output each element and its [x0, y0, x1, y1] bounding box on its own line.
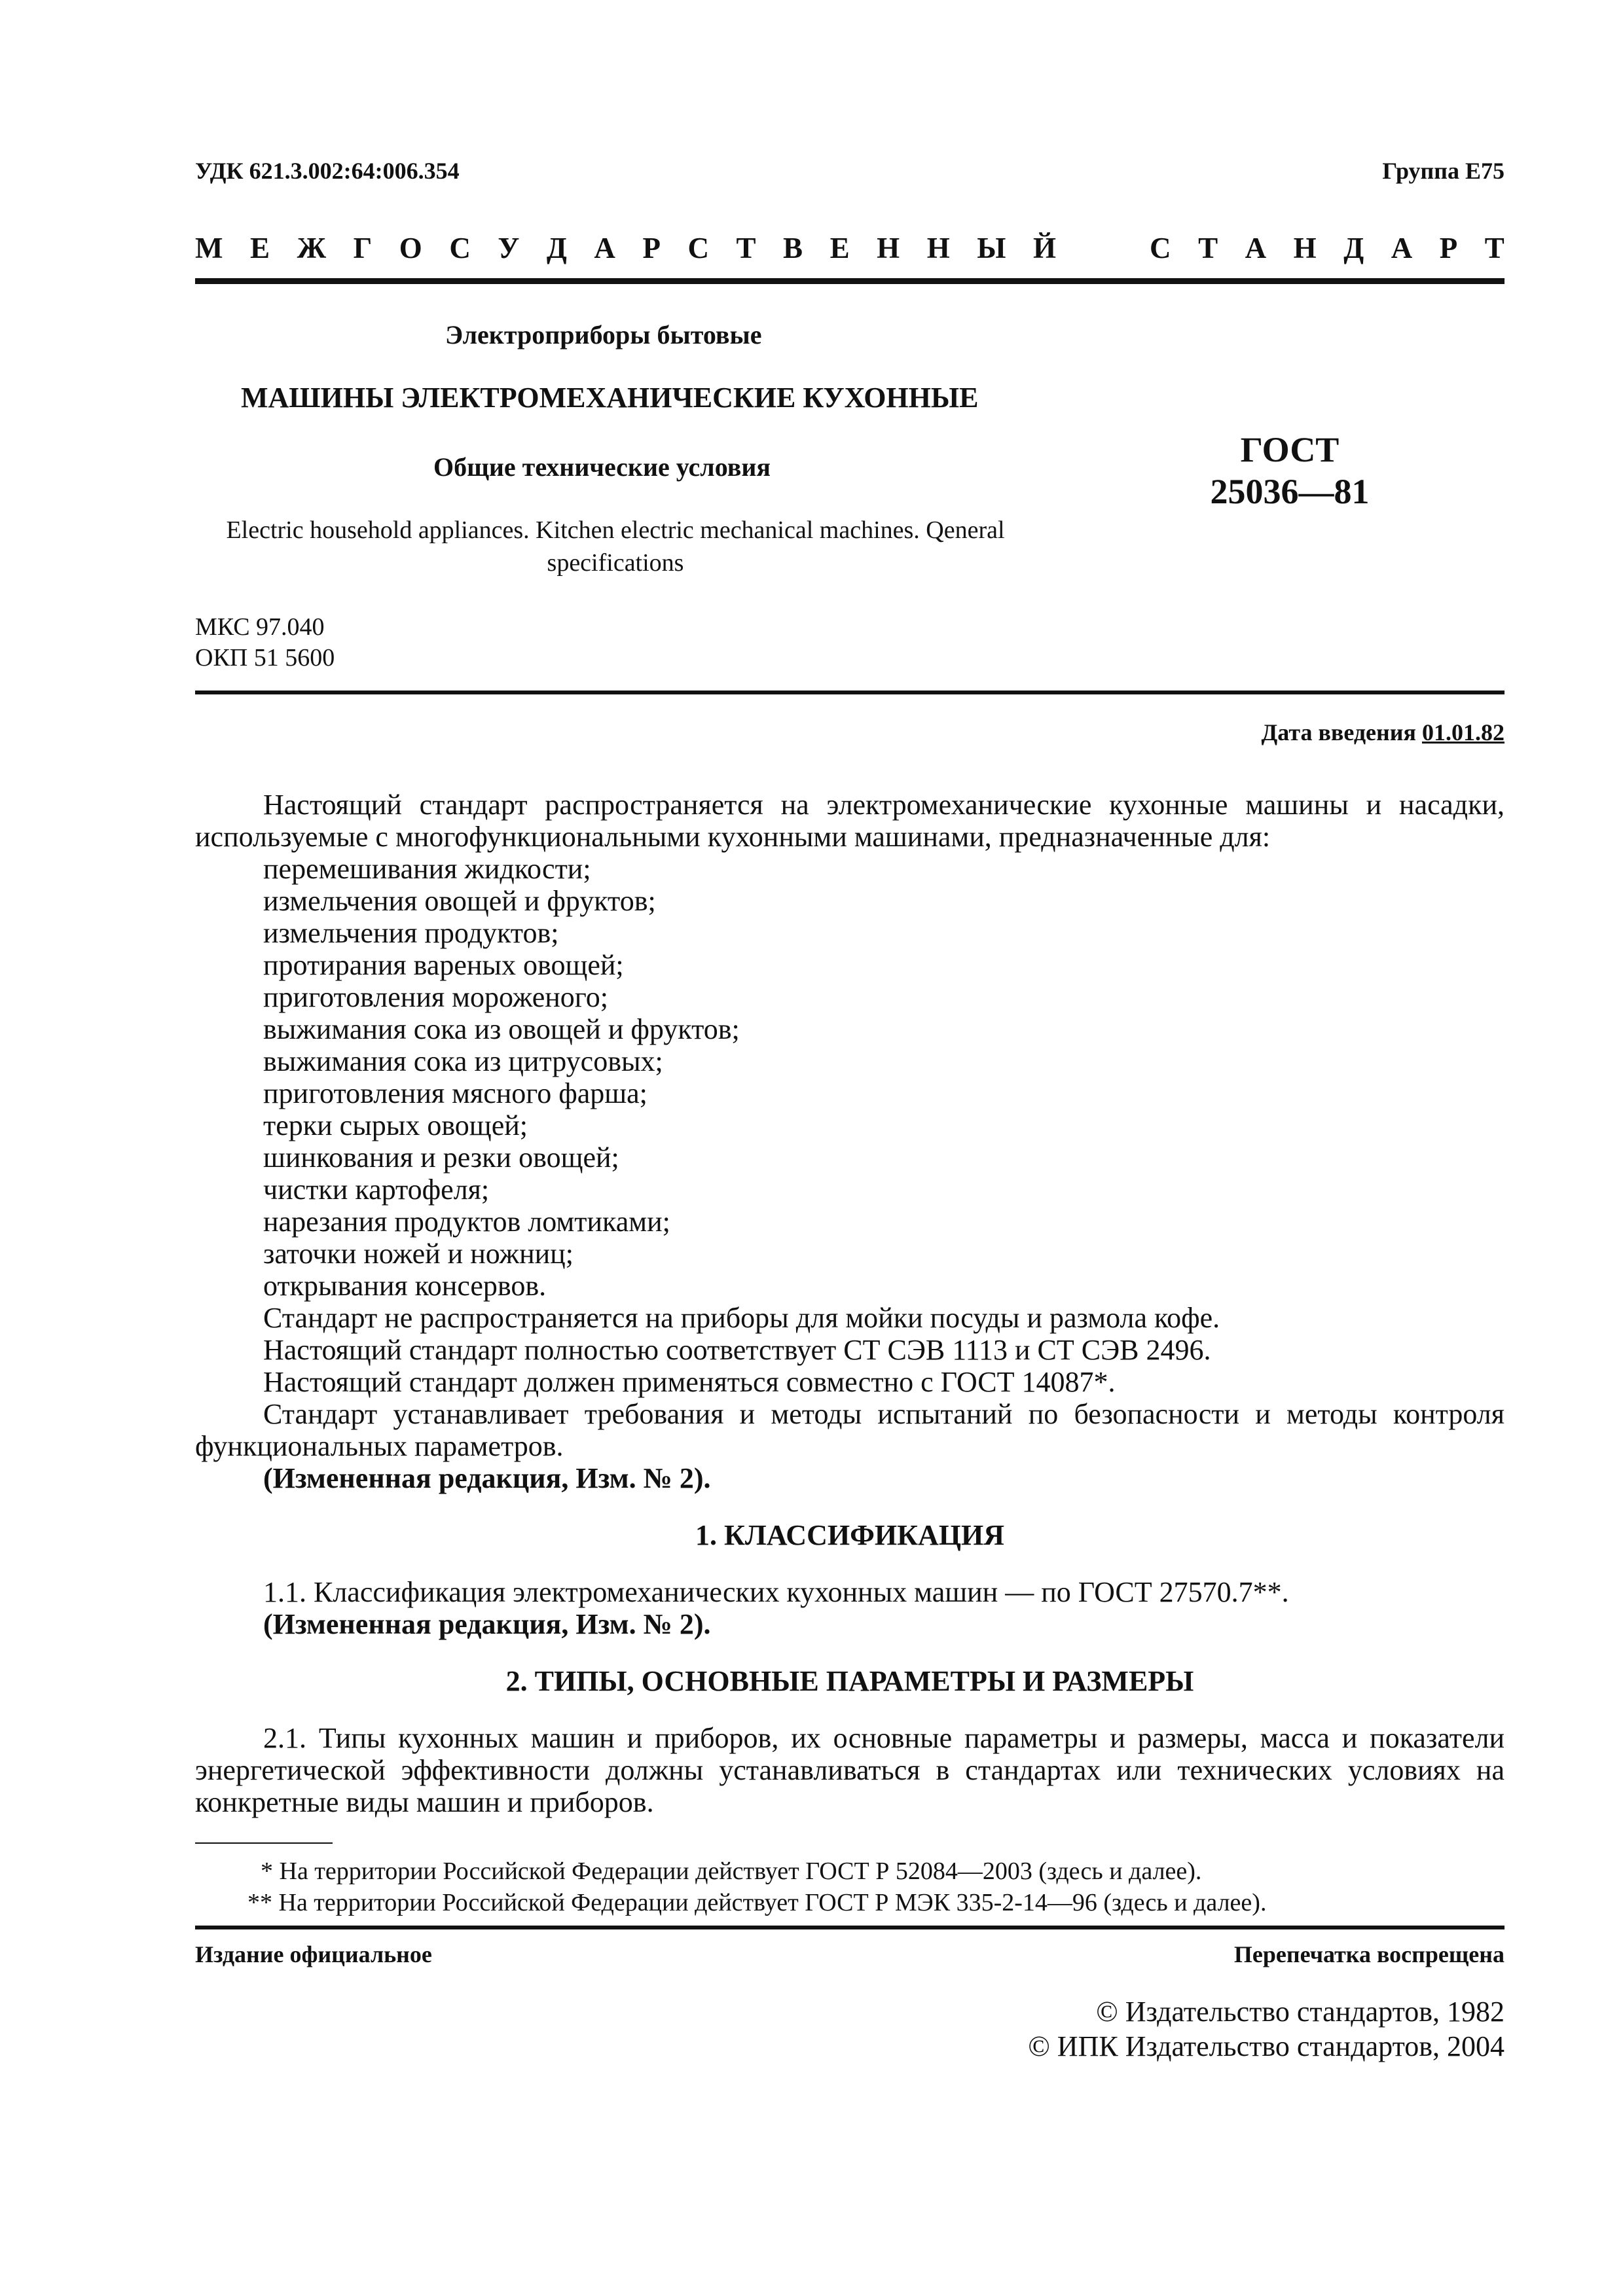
document-body: [195, 789, 1504, 1818]
page-title: МАШИНЫ ЭЛЕКТРОМЕХАНИЧЕСКИЕ КУХОННЫЕ: [241, 382, 979, 414]
purpose-item: приготовления мясного фарша;: [263, 1077, 647, 1109]
reprint-prohibited-label: Перепечатка воспрещена: [1233, 1941, 1504, 1967]
group-code: Группа Е75: [1382, 158, 1504, 184]
banner-letter: С: [687, 232, 709, 264]
intro-date-label: Дата введения: [1261, 719, 1416, 745]
purpose-item: нарезания продуктов ломтиками;: [263, 1206, 670, 1238]
purpose-item: чистки картофеля;: [263, 1174, 490, 1206]
banner-letter: Г: [353, 232, 373, 264]
gost-designation: [1172, 429, 1408, 512]
banner-word-gap: [1084, 231, 1123, 265]
banner-letter: А: [594, 232, 615, 264]
copyright-1982: © Издательство стандартов, 1982: [1096, 1996, 1504, 2028]
official-edition-label: Издание официальное: [195, 1941, 432, 1967]
section-2-heading: 2. ТИПЫ, ОСНОВНЫЕ ПАРАМЕТРЫ И РАЗМЕРЫ: [505, 1665, 1194, 1697]
banner-letter: Д: [546, 232, 567, 264]
banner-letter: Р: [642, 232, 661, 264]
purpose-item: протирания вареных овощей;: [263, 949, 624, 981]
title-subtitle: Общие технические условия: [433, 452, 771, 482]
banner-letter: Н: [877, 232, 900, 264]
banner-letter: Р: [1439, 232, 1458, 264]
joint-use-paragraph: Настоящий стандарт должен применяться совместно с ГОСТ 14087*.: [263, 1366, 1116, 1398]
conformity-paragraph: Настоящий стандарт полностью соответствует СТ СЭВ 1113 и СТ СЭВ 2496.: [263, 1334, 1211, 1366]
okp-code: ОКП 51 5600: [195, 644, 335, 672]
banner-letter: У: [498, 232, 520, 264]
banner-letter: Ы: [977, 232, 1006, 264]
banner-letter: Е: [830, 232, 850, 264]
banner-letter: Ж: [297, 232, 327, 264]
title-rule: [195, 691, 1504, 694]
purpose-list: [195, 853, 1504, 1302]
banner-letter: Д: [1343, 232, 1364, 264]
footnotes: [195, 1856, 1504, 1918]
mks-code: МКС 97.040: [195, 613, 325, 641]
section-1-note: (Измененная редакция, Изм. № 2).: [263, 1608, 711, 1640]
copyright-2004: © ИПК Издательство стандартов, 2004: [1028, 2030, 1504, 2062]
banner-letter: О: [399, 232, 422, 264]
purpose-item: шинкования и резки овощей;: [263, 1141, 619, 1174]
scope-paragraph: Стандарт устанавливает требования и методы испытаний по безопасности и методы контроля функциональных параметров.: [195, 1398, 1504, 1462]
footer-rule: [195, 1926, 1504, 1929]
purpose-item: перемешивания жидкости;: [263, 853, 591, 885]
purpose-item: заточки ножей и ножниц;: [263, 1238, 574, 1270]
udc-code: УДК 621.3.002:64:006.354: [195, 158, 460, 184]
gost-label: ГОСТ: [1240, 430, 1340, 469]
banner-letter: С: [449, 232, 471, 264]
banner-letter: А: [1391, 232, 1413, 264]
banner-letter: Е: [250, 232, 270, 264]
amendment-note: (Измененная редакция, Изм. № 2).: [263, 1462, 711, 1494]
section-1-text: 1.1. Классификация электромеханических кухонных машин — по ГОСТ 27570.7**.: [263, 1576, 1289, 1608]
header-rule: [195, 278, 1504, 284]
banner-letter: В: [783, 232, 803, 264]
purpose-item: выжимания сока из цитрусовых;: [263, 1045, 663, 1077]
banner-letter: Т: [736, 232, 756, 264]
section-1-heading: 1. КЛАССИФИКАЦИЯ: [695, 1519, 1004, 1551]
footnote-2: ** На территории Российской Федерации действует ГОСТ Р МЭК 335-2-14—96 (здесь и далее).: [247, 1889, 1267, 1916]
footnote-separator: [195, 1842, 333, 1844]
purpose-item: терки сырых овощей;: [263, 1109, 528, 1141]
banner-letter: Н: [926, 232, 950, 264]
banner-letter: С: [1150, 232, 1171, 264]
introduction-date: [786, 719, 1504, 746]
purpose-item: измельчения продуктов;: [263, 917, 559, 949]
purpose-item: открывания консервов.: [263, 1270, 547, 1302]
intro-date-value: 01.01.82: [1422, 719, 1504, 745]
gost-number: 25036—81: [1210, 472, 1370, 511]
purpose-item: приготовления мороженого;: [263, 981, 608, 1013]
exclusion-paragraph: Стандарт не распространяется на приборы для мойки посуды и размола кофе.: [263, 1302, 1220, 1334]
english-title: Electric household appliances. Kitchen electric mechanical machines. Qeneral specifications: [226, 516, 1005, 577]
interstate-standard-banner: [195, 231, 1504, 265]
banner-letter: Н: [1293, 232, 1317, 264]
footnote-1: * На территории Российской Федерации действует ГОСТ Р 52084—2003 (здесь и далее).: [261, 1857, 1202, 1885]
purpose-item: измельчения овощей и фруктов;: [263, 885, 656, 917]
title-category: Электроприборы бытовые: [445, 320, 762, 350]
banner-letter: М: [195, 232, 223, 264]
banner-letter: Й: [1032, 232, 1056, 264]
classification-codes: [195, 612, 335, 673]
banner-letter: Т: [1198, 232, 1218, 264]
banner-letter: А: [1245, 232, 1267, 264]
purpose-item: выжимания сока из овощей и фруктов;: [263, 1013, 740, 1045]
banner-letter: Т: [1484, 232, 1504, 264]
section-2-text: 2.1. Типы кухонных машин и приборов, их основные параметры и размеры, масса и показатели энергетической эффективности должны устанавливаться в стандартах или технических условиях на конкретные виды машин и приборов.: [195, 1722, 1504, 1818]
intro-paragraph: Настоящий стандарт распространяется на электромеханические кухонные машины и насадки, используемые с многофункциональными кухонными машинами, предназначенные для:: [195, 789, 1504, 853]
